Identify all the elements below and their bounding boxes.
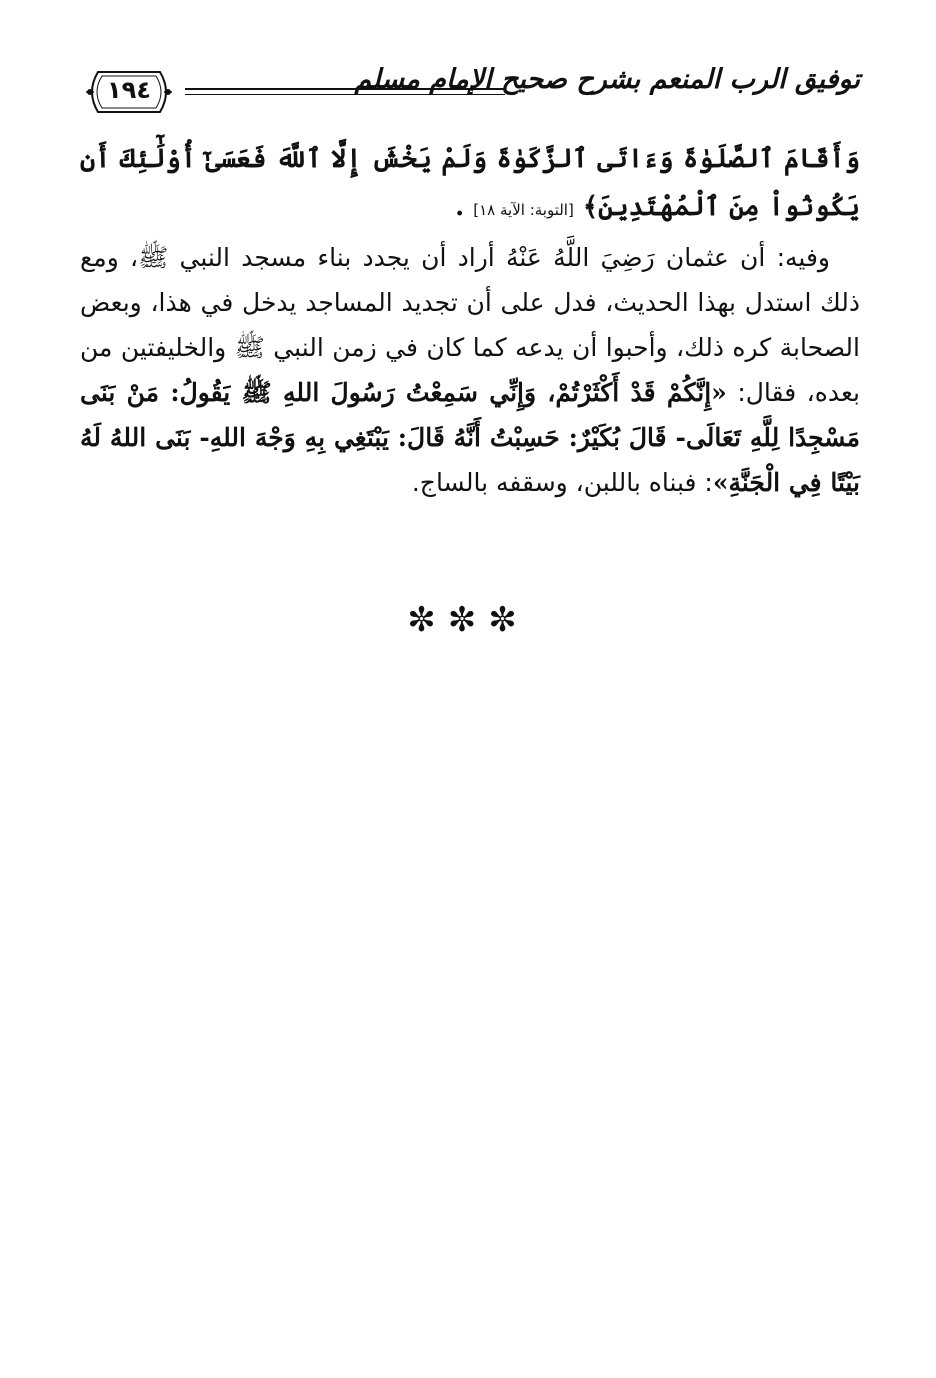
paragraph-intro: وفيه: أن عثمان رَضِيَ اللَّهُ عَنْهُ أراد أن يجدد بناء مسجد النبي ﷺ، ومع ذلك استدل بهذا الحديث، فدل على أن تجديد المساجد يدخل في هذا، وبعض الصحابة كره ذلك، وأحبوا أن يدعه كما كان في زمن النبي ﷺ والخليفتين من بعده، فقال:: [80, 243, 860, 408]
header-rule-thin: [185, 94, 505, 95]
verse-text: وَأَقَامَ ٱلصَّلَوٰةَ وَءَاتَى ٱلزَّكَوٰةَ وَلَمْ يَخْشَ إِلَّا ٱللَّهَ فَعَسَىٰٓ أُوْلَٰٓئِكَ أَن يَكُونُواْ مِنَ ٱلْمُهْتَدِينَ﴾: [80, 144, 860, 223]
paragraph-ending: : فبناه باللبن، وسقفه بالساج.: [411, 468, 713, 498]
page-number: ١٩٤: [107, 76, 151, 104]
verse-reference: [التوبة: الآية ١٨]: [473, 201, 574, 220]
verse-end-punct: .: [455, 192, 465, 223]
section-separator: ✼✼✼: [407, 600, 529, 640]
page-number-ornament: [84, 64, 174, 120]
hadith-quote: «إِنَّكُمْ قَدْ أَكْثَرْتُمْ، وَإِنِّي سَمِعْتُ رَسُولَ اللهِ ﷺ يَقُولُ: مَنْ بَنَى مَسْجِدًا لِلَّهِ تَعَالَى- قَالَ بُكَيْرٌ: حَسِبْتُ أَنَّهُ قَالَ: يَبْتَغِي بِهِ وَجْهَ اللهِ- بَنَى اللهُ لَهُ بَيْتًا فِي الْجَنَّةِ»: [80, 378, 860, 498]
page-header: [80, 60, 860, 126]
commentary-paragraph: [80, 235, 860, 505]
book-title: توفيق الرب المنعم بشرح صحيح الإمام مسلم: [354, 64, 860, 95]
quran-verse: [80, 135, 860, 231]
header-rule: [185, 88, 505, 90]
page-body: [80, 135, 860, 505]
